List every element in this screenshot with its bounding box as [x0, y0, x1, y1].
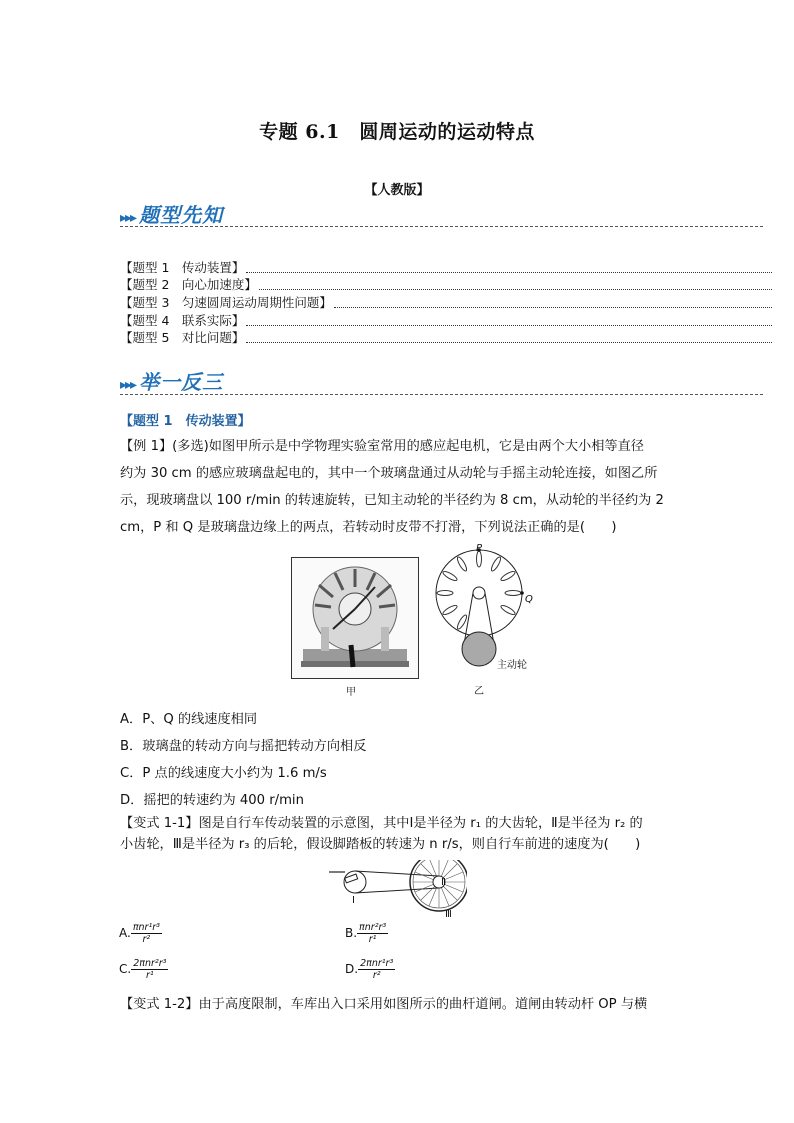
toc-leader: [334, 307, 772, 308]
toc-item-3[interactable]: [120, 294, 774, 311]
toc-item-4[interactable]: [120, 312, 774, 329]
toc-leader: [246, 325, 772, 326]
fraction: $\frac{\text{2πnr²r³}}{\text{r¹}}$: [133, 958, 167, 981]
page-title: 专题 6.1 圆周运动的运动特点: [259, 121, 535, 143]
option-b[interactable]: B．玻璃盘的转动方向与摇把转动方向相反: [120, 739, 367, 754]
text-line: 小齿轮，Ⅲ是半径为 r₃ 的后轮，假设脚踏板的转速为 n r/s，则自行车前进的速度为( ): [120, 837, 641, 852]
example1-text: [120, 433, 676, 541]
option-d[interactable]: D．摇把的转速约为 400 r/min: [120, 793, 304, 808]
answer-a[interactable]: [119, 922, 162, 945]
option-c[interactable]: C．P 点的线速度大小约为 1.6 m/s: [120, 766, 327, 781]
answer-d[interactable]: [345, 958, 395, 981]
toc-label: 【题型 2 向心加速度】: [120, 277, 257, 292]
text-line: 示，现玻璃盘以 100 r/min 的转速旋转，已知主动轮的半径约为 8 cm，从动轮的半径约为 2: [120, 493, 664, 508]
banner-practice: [120, 366, 223, 395]
answer-letter: D.: [345, 962, 359, 976]
answer-letter: C.: [119, 962, 132, 976]
answer-c[interactable]: [119, 958, 168, 981]
fraction: $\frac{\text{πnr²r³}}{\text{r¹}}$: [359, 922, 387, 945]
banner-topic-preview: [120, 199, 223, 228]
figure-jia-caption: 甲: [346, 687, 356, 698]
label-drive-wheel: 主动轮: [497, 660, 527, 671]
edition-label: 【人教版】: [364, 183, 430, 198]
text-line: 【例 1】(多选)如图甲所示是中学物理实验室常用的感应起电机，它是由两个大小相等直径: [120, 439, 644, 454]
answer-letter: A.: [119, 926, 131, 940]
banner-text: 举一反三: [139, 370, 224, 394]
label-gear-ii: Ⅱ: [441, 877, 446, 888]
toc-item-5[interactable]: [120, 329, 774, 346]
label-wheel-iii: Ⅲ: [445, 909, 452, 920]
option-a[interactable]: A．P、Q 的线速度相同: [120, 712, 258, 727]
toc-leader: [246, 272, 772, 273]
toc-label: 【题型 5 对比问题】: [120, 330, 245, 345]
dashed-divider: [120, 226, 763, 227]
banner-arrows-icon: ▸▸▸: [120, 210, 136, 226]
toc-label: 【题型 3 匀速圆周运动周期性问题】: [120, 295, 332, 310]
figure-yi-diagram: [430, 545, 550, 670]
label-gear-i: Ⅰ: [352, 895, 355, 906]
toc-item-1[interactable]: [120, 259, 774, 276]
figure-jia-photo: [291, 557, 419, 679]
variant11-text: [120, 813, 676, 855]
variant12-text: 【变式 1-2】由于高度限制，车库出入口采用如图所示的曲杆道闸。道闸由转动杆 OP 与横: [120, 997, 648, 1012]
toc-label: 【题型 4 联系实际】: [120, 313, 245, 328]
text-line: 约为 30 cm 的感应玻璃盘起电的，其中一个玻璃盘通过从动轮与手摇主动轮连接，如图乙所: [120, 466, 658, 481]
banner-text: 题型先知: [139, 203, 224, 227]
label-p: P: [476, 543, 483, 554]
toc-item-2[interactable]: [120, 276, 774, 293]
section-heading-type1: 【题型 1 传动装置】: [120, 414, 251, 429]
label-q: Q: [525, 594, 533, 605]
text-line: 【变式 1-1】图是自行车传动装置的示意图，其中Ⅰ是半径为 r₁ 的大齿轮，Ⅱ是半径为 r₂ 的: [120, 816, 643, 831]
toc-leader: [246, 342, 772, 343]
figure-yi-caption: 乙: [474, 686, 484, 697]
text-line: cm，P 和 Q 是玻璃盘边缘上的两点，若转动时皮带不打滑，下列说法正确的是( ): [120, 520, 617, 535]
toc-label: 【题型 1 传动装置】: [120, 260, 245, 275]
answer-letter: B.: [345, 926, 358, 940]
fraction: $\frac{\text{πnr¹r³}}{\text{r²}}$: [132, 922, 160, 945]
answer-b[interactable]: [345, 922, 388, 945]
banner-arrows-icon: ▸▸▸: [120, 377, 136, 393]
fraction: $\frac{\text{2πnr¹r³}}{\text{r²}}$: [360, 958, 394, 981]
toc-leader: [259, 289, 772, 290]
dashed-divider: [120, 394, 763, 395]
